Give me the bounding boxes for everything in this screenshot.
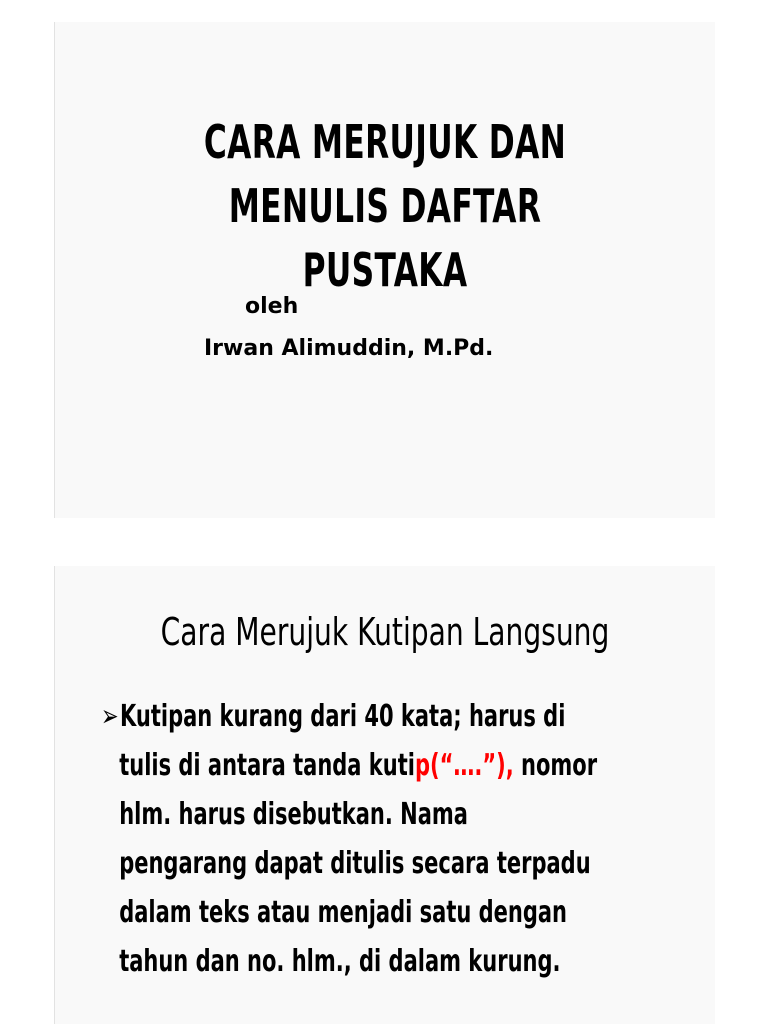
bullet-text-line-2a: tulis di antara tanda kuti: [119, 748, 415, 783]
content-slide: [54, 566, 715, 1024]
bullet-line-4: pengarang dapat ditulis secara terpadu: [119, 846, 591, 881]
by-label: oleh: [245, 294, 299, 319]
slide-heading: Cara Merujuk Kutipan Langsung: [160, 610, 610, 654]
slide-title-line-2: MENULIS DAFTAR PUSTAKA: [228, 179, 542, 297]
slide-title: [161, 110, 610, 302]
author-name: Irwan Alimuddin, M.Pd.: [204, 336, 494, 361]
arrow-bullet-icon: ➢: [101, 699, 119, 734]
bullet-point: [101, 692, 696, 986]
slide-title-line-1: CARA MERUJUK DAN: [203, 115, 567, 169]
bullet-line-2: [101, 741, 696, 790]
bullet-line-6: tahun dan no. hlm., di dalam kurung.: [119, 944, 561, 979]
quote-mark-highlight: p(“….”),: [414, 748, 514, 783]
bullet-text-line-2b: nomor: [513, 748, 598, 783]
title-slide: [54, 22, 715, 518]
bullet-line-3: hlm. harus disebutkan. Nama: [119, 797, 468, 832]
bullet-text-line-1: Kutipan kurang dari 40 kata; harus di: [119, 699, 566, 734]
bullet-line-1: [101, 692, 696, 741]
bullet-line-5: dalam teks atau menjadi satu dengan: [119, 895, 568, 930]
